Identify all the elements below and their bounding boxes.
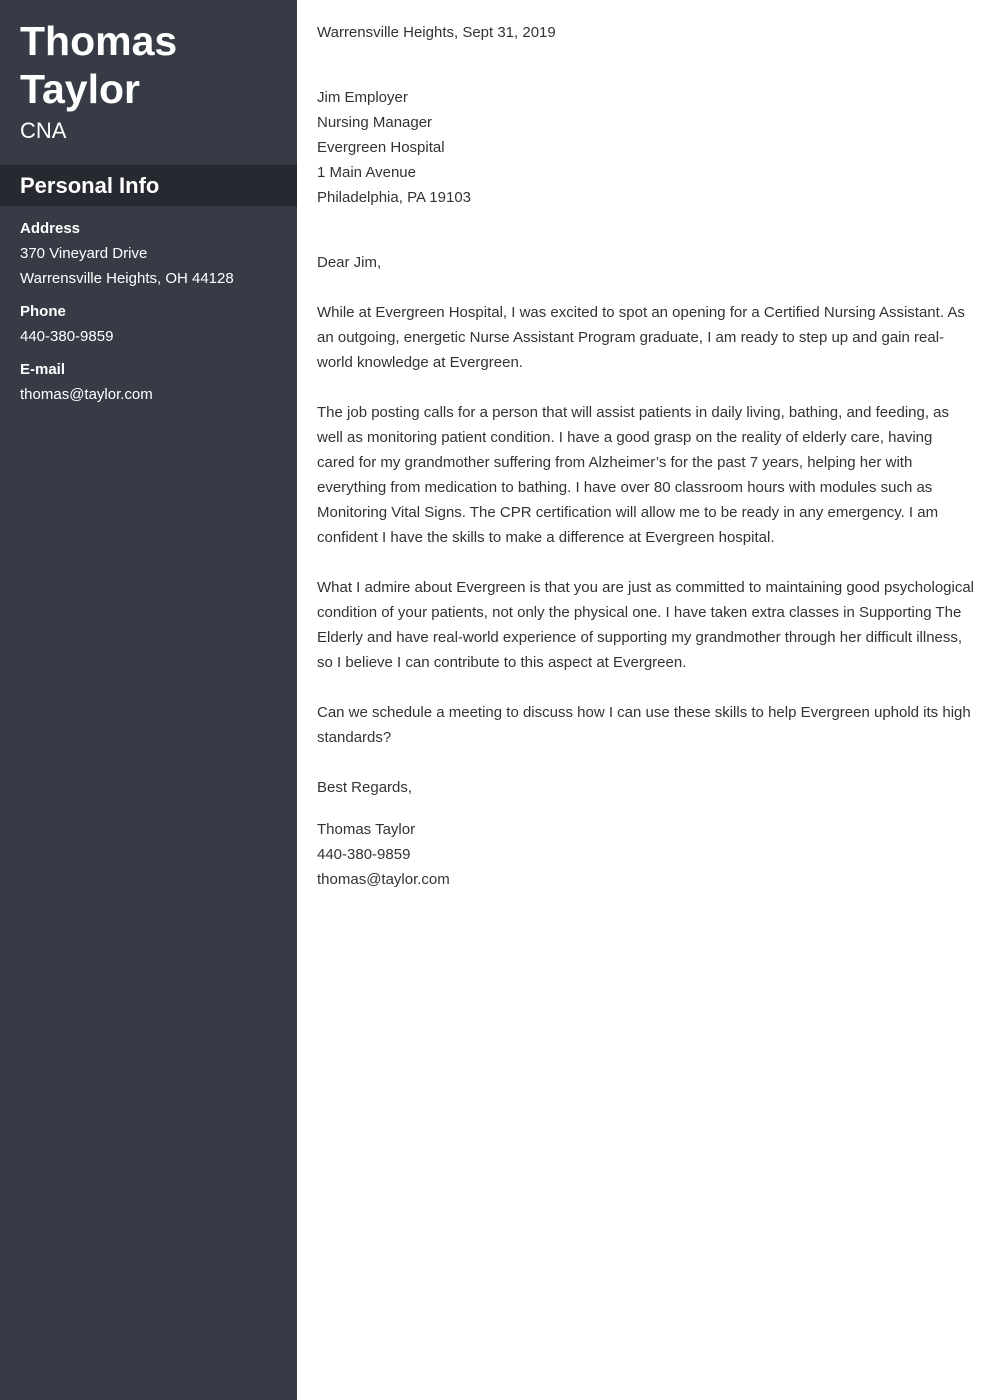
body-paragraph-4: Can we schedule a meeting to discuss how I can use these skills to help Evergreen uphold its high standards?: [317, 704, 971, 746]
address-line2: Warrensville Heights, OH 44128: [20, 270, 234, 287]
candidate-name: [0, 0, 297, 113]
recipient-city: Philadelphia, PA 19103: [317, 189, 472, 206]
closing: Best Regards,: [317, 779, 413, 796]
personal-info: [20, 216, 290, 415]
phone-group: [20, 299, 290, 349]
personal-info-header: Personal Info: [0, 165, 297, 206]
recipient-block: [317, 85, 974, 210]
email-value: thomas@taylor.com: [20, 386, 153, 403]
phone-label: Phone: [20, 303, 66, 320]
email-group: [20, 357, 290, 407]
recipient-name: Jim Employer: [317, 89, 408, 106]
signature-name: Thomas Taylor: [317, 821, 416, 838]
recipient-street: 1 Main Avenue: [317, 164, 416, 181]
address-group: [20, 216, 290, 291]
job-title: CNA: [20, 118, 67, 143]
letter-date: Warrensville Heights, Sept 31, 2019: [317, 24, 556, 41]
recipient-company: Evergreen Hospital: [317, 139, 445, 156]
signature-block: [317, 817, 974, 892]
sidebar: [0, 0, 297, 1400]
signature-email: thomas@taylor.com: [317, 871, 450, 888]
cover-letter: [317, 20, 974, 892]
last-name: Taylor: [20, 66, 140, 112]
body-paragraph-1: While at Evergreen Hospital, I was excited to spot an opening for a Certified Nursing Assistant. As an outgoing, energetic Nurse Assistant Program graduate, I am ready to step up and gain real-world knowledge at Evergreen.: [317, 304, 965, 371]
recipient-title: Nursing Manager: [317, 114, 433, 131]
phone-value: 440-380-9859: [20, 328, 114, 345]
body-paragraph-3: What I admire about Evergreen is that you are just as committed to maintaining good psychological condition of your patients, not only the physical one. I have taken extra classes in Supporting The Elderly and have real-world experience of supporting my grandmother through her difficult illness, so I believe I can contribute to this aspect at Evergreen.: [317, 579, 975, 671]
email-label: E-mail: [20, 361, 66, 378]
address-label: Address: [20, 220, 81, 237]
address-line1: 370 Vineyard Drive: [20, 245, 148, 262]
body-paragraph-2: The job posting calls for a person that will assist patients in daily living, bathing, and feeding, as well as monitoring patient condition. I have a good grasp on the reality of elderly care, having cared for my grandmother suffering from Alzheimer’s for the past 7 years, helping her with everything from medication to bathing. I have over 80 classroom hours with modules such as Monitoring Vital Signs. The CPR certification will allow me to be ready in any emergency. I am confident I have the skills to make a difference at Evergreen hospital.: [317, 404, 950, 546]
first-name: Thomas: [20, 18, 178, 64]
salutation: Dear Jim,: [317, 254, 382, 271]
signature-phone: 440-380-9859: [317, 846, 411, 863]
